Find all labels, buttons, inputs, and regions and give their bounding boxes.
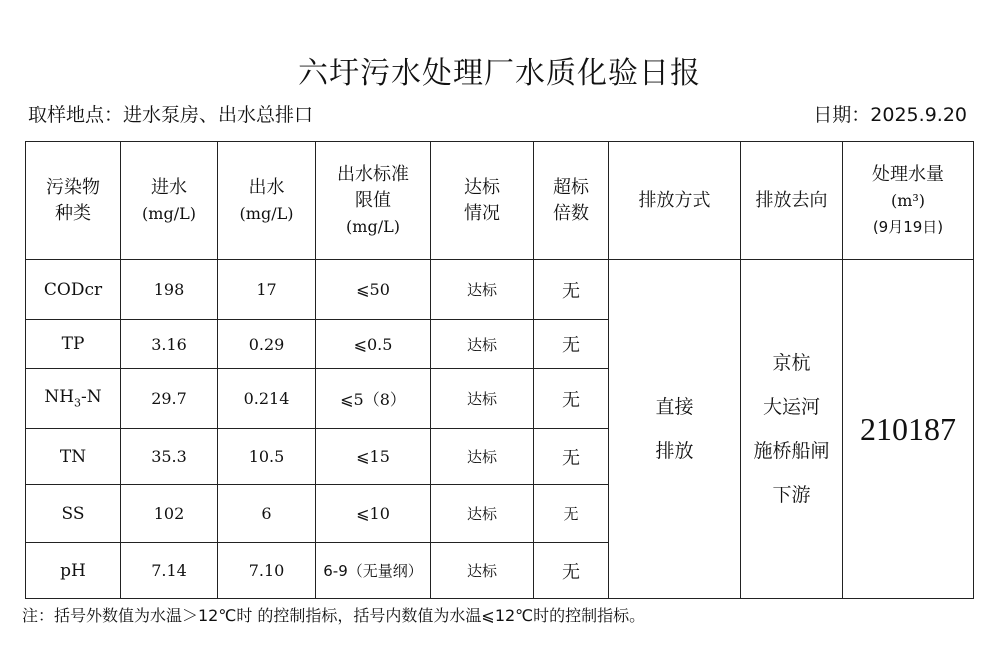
header-compliance	[431, 142, 534, 260]
compliance-cell: 达标	[431, 543, 534, 599]
pollutant-tail: -N	[81, 387, 102, 408]
header-compliance-line2: 情况	[464, 202, 500, 224]
compliance-cell: 达标	[431, 429, 534, 485]
compliance-cell: 达标	[431, 485, 534, 543]
exceed-cell: 无	[534, 320, 609, 369]
influent-cell: 29.7	[121, 369, 218, 429]
limit-cell: ⩽15	[316, 429, 431, 485]
compliance-cell: 达标	[431, 320, 534, 369]
header-compliance-line1: 达标	[464, 176, 500, 198]
compliance-cell: 达标	[431, 260, 534, 320]
header-pollutant-line1: 污染物	[46, 176, 100, 198]
discharge-method-line1: 直接	[655, 396, 694, 418]
treated-volume-value: 210187	[843, 260, 974, 599]
limit-cell: ⩽10	[316, 485, 431, 543]
sampling-location: 取样地点：进水泵房、出水总排口	[28, 104, 314, 126]
header-limit	[316, 142, 431, 260]
header-discharge-method: 排放方式	[609, 142, 741, 260]
header-discharge-destination: 排放去向	[741, 142, 843, 260]
effluent-cell: 0.29	[218, 320, 316, 369]
pollutant-cell	[26, 369, 121, 429]
water-quality-table	[25, 141, 974, 599]
pollutant-cell: CODcr	[26, 260, 121, 320]
effluent-cell: 0.214	[218, 369, 316, 429]
influent-cell: 102	[121, 485, 218, 543]
page-title: 六圩污水处理厂水质化验日报	[298, 56, 701, 91]
header-influent-label: 进水	[151, 176, 187, 198]
header-limit-unit: (mg/L)	[346, 216, 400, 236]
header-treated-volume-unit: (m³)	[890, 190, 926, 210]
influent-cell: 198	[121, 260, 218, 320]
discharge-destination-line3: 施桥船闸	[753, 440, 830, 462]
discharge-destination-line1: 京杭	[772, 352, 811, 374]
limit-cell: ⩽50	[316, 260, 431, 320]
limit-cell: 6-9（无量纲）	[316, 543, 431, 599]
header-treated-volume-label: 处理水量	[872, 163, 944, 185]
influent-cell: 3.16	[121, 320, 218, 369]
pollutant-cell: pH	[26, 543, 121, 599]
report-date: 日期：2025.9.20	[813, 104, 967, 126]
header-influent-unit: (mg/L)	[142, 203, 196, 223]
header-limit-line1: 出水标准	[337, 163, 409, 185]
influent-cell: 35.3	[121, 429, 218, 485]
limit-cell: ⩽5（8）	[316, 369, 431, 429]
header-effluent	[218, 142, 316, 260]
limit-cell: ⩽0.5	[316, 320, 431, 369]
discharge-destination-line4: 下游	[772, 484, 811, 506]
discharge-method-cell	[609, 260, 741, 599]
footnote: 注：括号外数值为水温＞12℃时 的控制指标，括号内数值为水温⩽12℃时的控制指标。	[22, 606, 646, 625]
header-effluent-label: 出水	[248, 176, 285, 198]
pollutant-subscript: 3	[74, 396, 82, 410]
exceed-cell: 无	[534, 369, 609, 429]
effluent-cell: 17	[218, 260, 316, 320]
pollutant-cell: TP	[26, 320, 121, 369]
header-effluent-unit: (mg/L)	[239, 203, 294, 223]
influent-cell: 7.14	[121, 543, 218, 599]
effluent-cell: 6	[218, 485, 316, 543]
pollutant-cell: TN	[26, 429, 121, 485]
exceed-cell: 无	[534, 429, 609, 485]
pollutant-base: NH	[44, 387, 75, 408]
table-row	[26, 260, 974, 320]
effluent-cell: 7.10	[218, 543, 316, 599]
header-exceed-line2: 倍数	[553, 202, 589, 224]
exceed-cell: 无	[534, 485, 609, 543]
exceed-cell: 无	[534, 543, 609, 599]
discharge-destination-line2: 大运河	[762, 396, 820, 418]
compliance-cell: 达标	[431, 369, 534, 429]
discharge-destination-cell	[741, 260, 843, 599]
header-treated-volume	[843, 142, 974, 260]
header-row	[26, 142, 974, 260]
header-influent	[121, 142, 218, 260]
header-limit-line2: 限值	[355, 189, 391, 211]
effluent-cell: 10.5	[218, 429, 316, 485]
header-treated-volume-date: (9月19日)	[872, 217, 944, 236]
header-pollutant	[26, 142, 121, 260]
header-pollutant-line2: 种类	[55, 202, 91, 224]
discharge-method-line2: 排放	[655, 440, 694, 462]
header-exceed	[534, 142, 609, 260]
header-exceed-line1: 超标	[553, 176, 589, 198]
exceed-cell: 无	[534, 260, 609, 320]
pollutant-cell: SS	[26, 485, 121, 543]
